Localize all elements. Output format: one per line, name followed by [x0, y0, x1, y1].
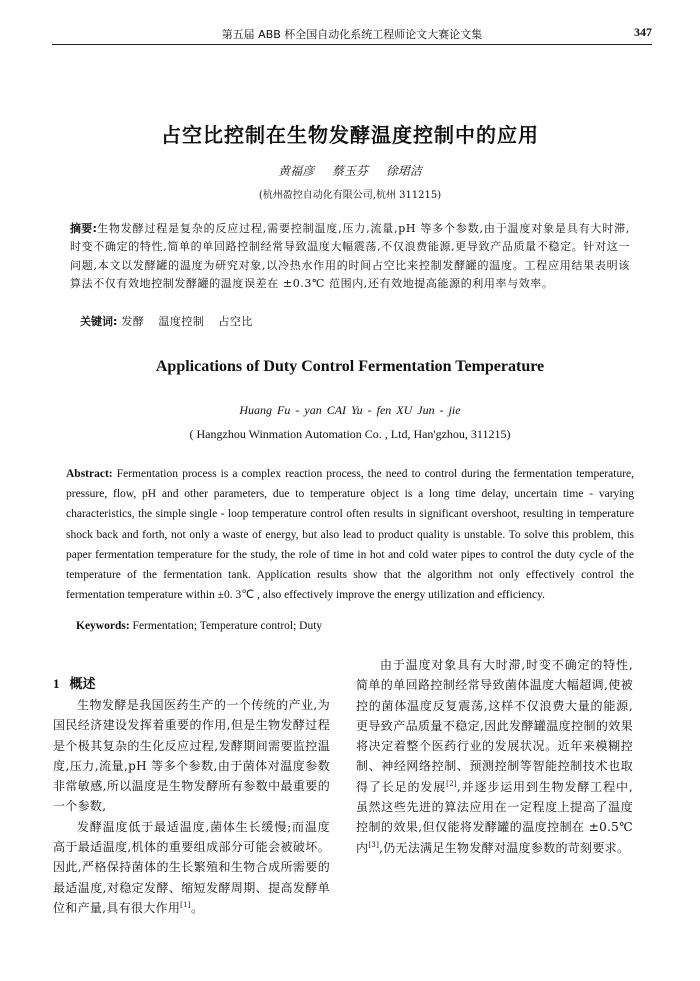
abstract-cn [70, 220, 630, 293]
paragraph-text: ,并逐步运用到生物发酵工程中,虽然这些先进的算法应用在一定程度上提高了温度控制的效果,但仅能将发酵罐的温度控制在 ±0.5℃ 内 [356, 779, 633, 855]
section-heading [53, 673, 96, 692]
paragraph-text: 。 [190, 900, 204, 915]
keyword-cn: 温度控制 [158, 315, 205, 328]
keyword-cn: 占空比 [218, 315, 253, 328]
citation-ref: [3] [368, 840, 380, 849]
paragraph-text: 由于温度对象具有大时滞,时变不确定的特性,简单的单回路控制经常导致菌体温度大幅超调,使被控的菌体温度反复震荡,这样不仅浪费大量的能源,更导致产品质量不稳定,因此发酵罐温度控制的效果将决定着整个医药行业的发展状况。近年来模糊控制、神经网络控制、预测控制等智能控制技术也取得了长足的发展 [356, 658, 633, 794]
keyword-cn: 发酵 [121, 315, 145, 328]
authors-cn [0, 162, 700, 179]
keywords-en [76, 620, 322, 632]
journal-title: 第五届 ABB 杯全国自动化系统工程师论文大赛论文集 [221, 28, 483, 41]
affiliation-en: ( Hangzhou Winmation Automation Co. , Ltd, Han'gzhou, 311215) [189, 427, 511, 441]
left-column-text [53, 695, 330, 918]
abstract-cn-label: 摘要: [70, 222, 97, 235]
author-cn: 徐珺洁 [385, 164, 422, 178]
running-header [52, 24, 652, 46]
abstract-en-text: Fermentation process is a complex reaction process, the need to control during the fermentation temperature, pressure, flow, pH and other parameters, due to temperature object is a long time delay, uncertain time - varying characteristics, the simple single - loop temperature control often results in significant overshoot, resulting in temperature shock back and forth, not only a waste of energy, but also lead to product quality is unstable. To solve this problem, this paper fermentation temperature for the study, the role of time in hot and cold water pipes to control the duty cycle of the temperature of the fermentation tank. Application results show that the algorithm not only effectively control the fermentation temperature within ±0. 3℃ , also effectively improve the energy utilization and efficiency. [66, 468, 634, 602]
abstract-en [66, 464, 634, 605]
authors-en: Huang Fu - yan CAI Yu - fen XU Jun - jie [239, 403, 461, 417]
keywords-cn [80, 313, 263, 329]
page-number: 347 [634, 25, 652, 39]
paper-title-cn: 占空比控制在生物发酵温度控制中的应用 [161, 123, 539, 147]
right-column-text [356, 655, 633, 858]
section-number: 1 [53, 676, 60, 691]
section-title: 概述 [69, 677, 96, 692]
paragraph [356, 655, 633, 858]
header-rule [52, 44, 652, 45]
keywords-en-text: Fermentation; Temperature control; Duty [132, 620, 323, 632]
author-cn: 黄福彦 [278, 164, 315, 178]
paper-title-en: Applications of Duty Control Fermentation Temperature [155, 358, 545, 375]
paragraph [53, 817, 330, 918]
citation-ref: [1] [180, 900, 191, 909]
paragraph-text: 发酵温度低于最适温度,菌体生长缓慢;而温度高于最适温度,机体的重要组成部分可能会被破坏。因此,严格保持菌体的生长繁殖和生物合成所需要的最适温度,对稳定发酵、缩短发酵周期、提高发酵单位和产量,具有很大作用 [53, 819, 330, 915]
abstract-cn-text: 生物发酵过程是复杂的反应过程,需要控制温度,压力,流量,pH 等多个参数,由于温度对象是具有大时滞,时变不确定的特性,简单的单回路控制经常导致温度大幅震荡,不仅浪费能源,更导致产品质量不稳定。针对这一问题,本文以发酵罐的温度为研究对象,以冷热水作用的时间占空比来控制发酵罐的温度。工程应用结果表明该算法不仅有效地控制发酵罐的温度误差在 ±0.3℃ 范围内,还有效地提高能源的利用率与效率。 [70, 222, 630, 290]
keywords-cn-label: 关键词: [80, 315, 118, 328]
affiliation-cn: (杭州盈控自动化有限公司,杭州 311215) [258, 190, 442, 201]
paragraph-text: ,仍无法满足生物发酵对温度参数的苛刻要求。 [379, 840, 630, 855]
author-cn: 蔡玉芬 [331, 164, 368, 178]
paragraph: 生物发酵是我国医药生产的一个传统的产业,为国民经济建设发挥着重要的作用,但是生物发酵过程是个极其复杂的生化反应过程,发酵期间需要监控温度,压力,流量,pH 等多个参数,由于菌体对温度参数非常敏感,所以温度是生物发酵所有参数中最重要的一个参数, [53, 698, 330, 814]
abstract-en-label: Abstract: [66, 468, 113, 480]
citation-ref: [2] [446, 779, 457, 788]
keywords-en-label: Keywords: [76, 620, 130, 632]
